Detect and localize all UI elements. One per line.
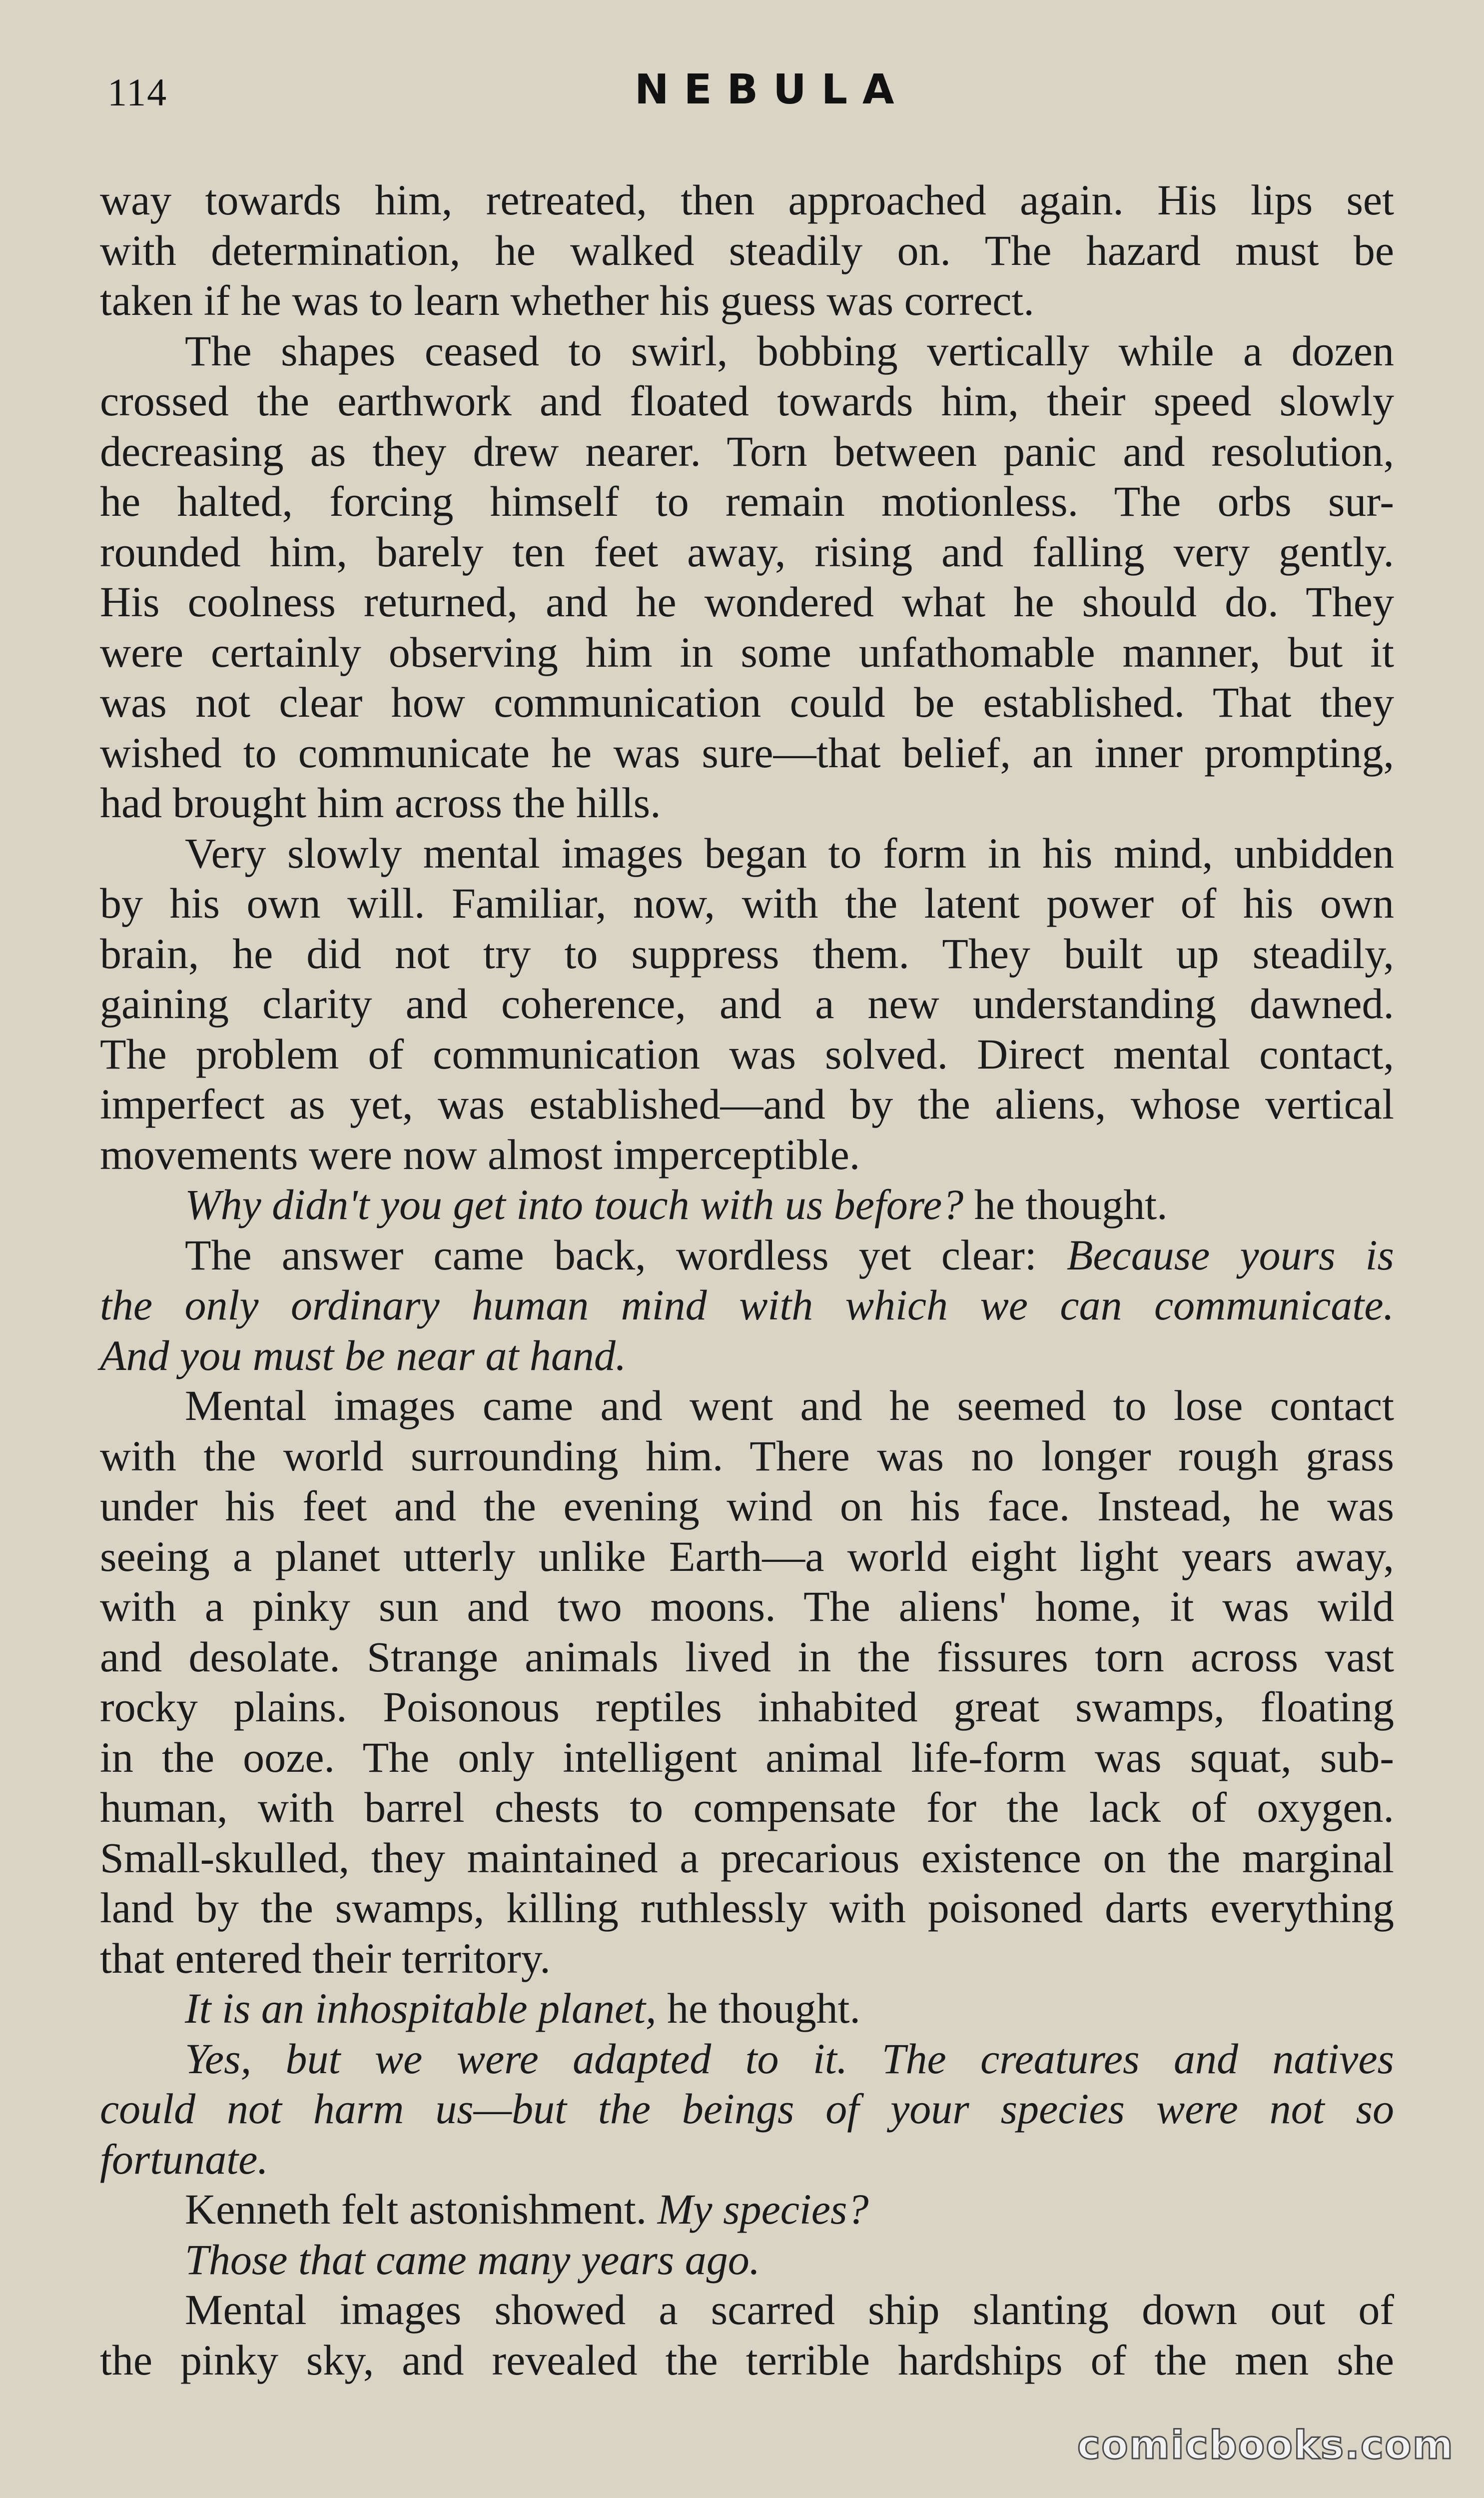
text-line: And you must be near at hand. [100,1331,627,1379]
text-line: seeing a planet utterly unlike Earth—a world eight light years away, [100,1532,1394,1580]
text-line: land by the swamps, killing ruthlessly with poisoned darts everything [100,1884,1394,1932]
italic-thought: Why didn't you get into touch with us before? [185,1181,964,1229]
text-line: Very slowly mental images began to form in his mind, unbidden [185,829,1394,877]
text-line: that entered their territory. [100,1934,551,1982]
text-line: gaining clarity and coherence, and a new understanding dawned. [100,980,1394,1028]
text-line: with the world surrounding him. There was no longer rough grass [100,1431,1394,1480]
text-line: Yes, but we were adapted to it. The creatures and natives [185,2034,1394,2083]
text-line: he halted, forcing himself to remain motionless. The orbs sur- [100,477,1394,525]
text-line: movements were now almost imperceptible. [100,1130,860,1179]
text-line: with determination, he walked steadily on. The hazard must be [100,226,1394,274]
text-line: taken if he was to learn whether his guess was correct. [100,276,1034,324]
text-run: he thought. [656,1984,861,2032]
text-line: Mental images came and went and he seemed to lose contact [185,1381,1394,1429]
page-number: 114 [107,70,168,114]
text-line: way towards him, retreated, then approached again. His lips set [100,176,1394,224]
text-line: brain, he did not try to suppress them. They built up steadily, [100,929,1394,978]
text-line: imperfect as yet, was established—and by the aliens, whose vertical [100,1080,1394,1128]
text-line [100,1230,1394,1280]
text-line: Those that came many years ago. [185,2235,760,2284]
text-run: The answer came back, wordless yet clear: [185,1231,1067,1279]
italic-thought: My species? [657,2185,869,2233]
italic-thought: It is an inhospitable planet, [185,1984,657,2032]
text-line: with a pinky sun and two moons. The aliens' home, it was wild [100,1582,1394,1630]
text-line: the pinky sky, and revealed the terrible hardships of the men she [100,2336,1394,2384]
text-line: had brought him across the hills. [100,779,661,827]
text-line: Mental images showed a scarred ship slanting down out of [185,2286,1394,2334]
text-line [100,1180,1394,1230]
italic-thought: Because yours is [1066,1231,1394,1279]
text-line: His coolness returned, and he wondered what he should do. They [100,578,1394,626]
watermark-logo: comicbooks.com [1077,2423,1454,2468]
text-line: under his feet and the evening wind on his face. Instead, he was [100,1482,1394,1530]
text-line: and desolate. Strange animals lived in the fissures torn across vast [100,1632,1394,1681]
text-line: rounded him, barely ten feet away, rising and falling very gently. [100,527,1394,576]
text-line: Small-skulled, they maintained a precarious existence on the marginal [100,1833,1394,1882]
text-line: was not clear how communication could be established. That they [100,678,1394,726]
text-line: The shapes ceased to swirl, bobbing vertically while a dozen [185,326,1394,375]
text-line: were certainly observing him in some unfathomable manner, but it [100,628,1394,676]
running-head-title: NEBULA [635,66,909,113]
text-run: he thought. [963,1181,1168,1229]
body-text [100,175,1394,2385]
text-line: fortunate. [100,2135,268,2183]
text-line: in the ooze. The only intelligent animal life-form was squat, sub- [100,1733,1394,1781]
text-line: the only ordinary human mind with which we can communicate. [100,1281,1394,1329]
text-line: decreasing as they drew nearer. Torn between panic and resolution, [100,427,1394,475]
text-line: could not harm us—but the beings of your species were not so [100,2085,1394,2133]
text-line: crossed the earthwork and floated towards him, their speed slowly [100,377,1394,425]
text-line: The problem of communication was solved. Direct mental contact, [100,1030,1394,1078]
text-line: human, with barrel chests to compensate for the lack of oxygen. [100,1783,1394,1831]
text-run: Kenneth felt astonishment. [185,2185,658,2233]
text-line: wished to communicate he was sure—that belief, an inner prompting, [100,728,1394,777]
text-line [100,1983,1394,2034]
text-line: rocky plains. Poisonous reptiles inhabited great swamps, floating [100,1683,1394,1731]
text-line [100,2184,1394,2235]
text-line: by his own will. Familiar, now, with the latent power of his own [100,879,1394,927]
